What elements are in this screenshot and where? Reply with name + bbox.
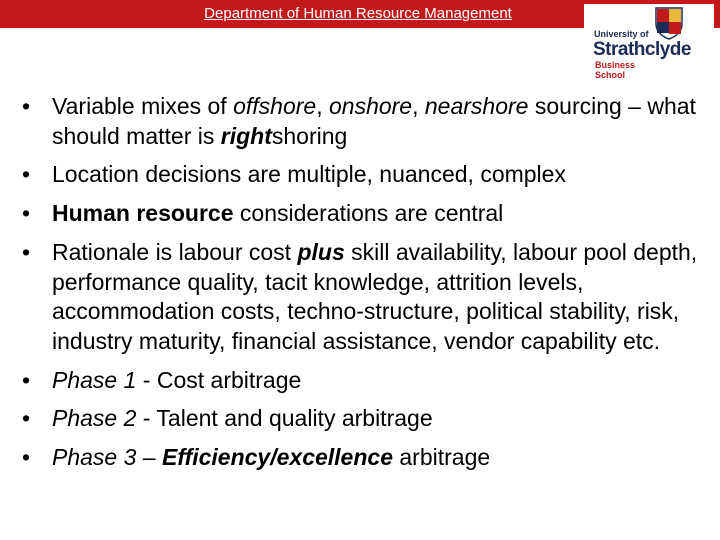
bullet-item	[22, 160, 712, 190]
bullet-marker: •	[22, 444, 31, 471]
bullet-text-segment: Efficiency/excellence	[161, 444, 393, 471]
header-title: Department of Human Resource Management	[204, 5, 512, 22]
bullet-marker: •	[22, 366, 31, 393]
bullet-item	[22, 366, 712, 396]
logo-university-of: University of	[594, 29, 649, 39]
bullet-text-segment: Location decisions are multiple, nuanced, complex	[52, 161, 566, 188]
bullet-text-segment: onshore	[328, 93, 413, 119]
bullet-marker: •	[22, 93, 31, 119]
bullet-item	[22, 199, 712, 229]
logo-business-school: Business School	[595, 60, 636, 80]
bullet-marker: •	[22, 405, 31, 432]
bullet-text-segment: nearshore	[424, 93, 529, 119]
bullet-item	[22, 238, 712, 356]
bullet-marker: •	[22, 239, 31, 266]
bullet-text-segment: sourcing – what should matter is	[52, 93, 696, 149]
bullet-text-segment: considerations are central	[233, 200, 504, 227]
bullet-text-segment: shoring	[271, 122, 348, 149]
logo-strathclyde: Strathclyde	[593, 39, 691, 60]
bullet-text-segment: Phase 1	[52, 366, 137, 393]
bullet-text-segment: –	[136, 444, 162, 471]
bullet-text-segment: offshore	[233, 93, 317, 119]
bullet-text-segment: Rationale is labour cost	[52, 239, 298, 266]
bullet-item	[22, 404, 712, 434]
bullet-text-segment: plus	[297, 239, 345, 266]
bullet-text-segment: right	[220, 122, 272, 149]
crest-icon	[654, 6, 684, 40]
bullet-text-segment: arbitrage	[392, 444, 491, 471]
bullet-text-segment: Variable mixes of	[52, 93, 234, 119]
bullet-text-segment: Phase 3	[52, 444, 137, 471]
bullet-text-segment: - Talent and quality arbitrage	[136, 405, 433, 432]
bullet-marker: •	[22, 200, 31, 227]
university-logo	[584, 4, 714, 84]
bullet-list	[22, 92, 712, 482]
bullet-text-segment: Human resource	[52, 200, 234, 227]
bullet-text-segment: - Cost arbitrage	[136, 366, 302, 393]
bullet-text-segment: skill availability, labour pool depth, performance quality, tacit knowledge, attrition levels, accommodation costs, techno-structure, political stability, risk, industry maturity, financial assistance, vendor capability etc.	[52, 239, 698, 354]
bullet-item	[22, 443, 712, 473]
bullet-text-segment: ,	[412, 93, 425, 119]
bullet-item	[22, 92, 712, 151]
bullet-marker: •	[22, 161, 31, 188]
bullet-text-segment: ,	[316, 93, 329, 119]
bullet-text-segment: Phase 2	[52, 405, 137, 432]
